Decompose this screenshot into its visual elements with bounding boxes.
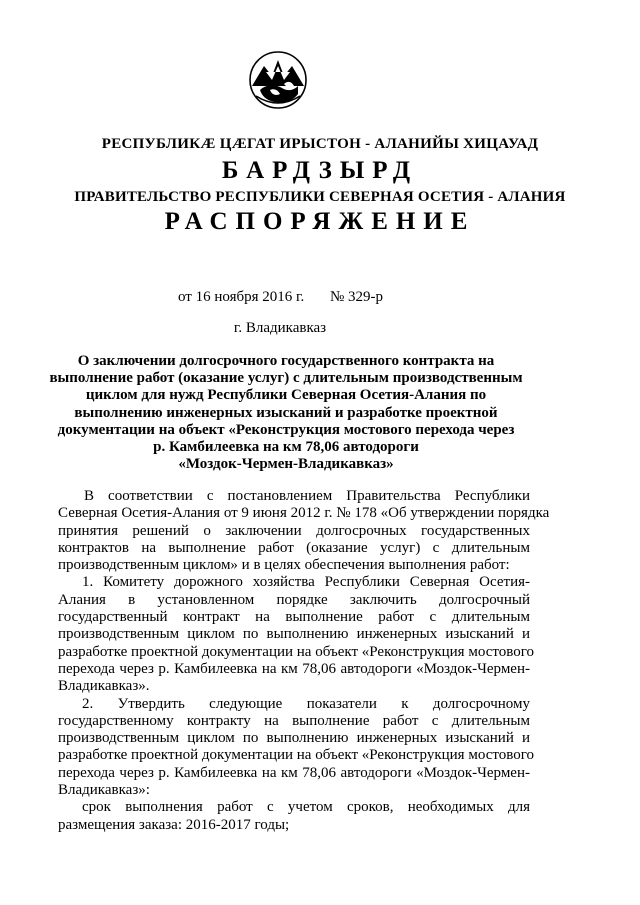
title-line: О заключении долгосрочного государственного контракта на (77, 353, 495, 369)
document-number: № 329-р (330, 289, 384, 305)
body-line: Алания в установленном порядке заключить долгосрочный (58, 591, 530, 608)
body-line: производственным циклом по выполнению инженерных изысканий и (58, 626, 530, 643)
title-line: циклом для нужд Республики Северная Осетия-Алания по (85, 387, 487, 404)
document-date: от 16 ноября 2016 г. (178, 289, 305, 305)
header-line-russian: ПРАВИТЕЛЬСТВО РЕСПУБЛИКИ СЕВЕРНАЯ ОСЕТИЯ - АЛАНИЯ (74, 189, 566, 205)
title-line: документации на объект «Реконструкция мостового перехода через (57, 421, 515, 438)
paragraph-item-1 (58, 574, 534, 695)
body-line: перехода через р. Камбилеевка на км 78,06 автодороги «Моздок-Чермен- (58, 764, 530, 781)
header-line-ossetian: РЕСПУБЛИКÆ ЦÆГАТ ИРЫСТОН - АЛАНИЙЫ ХИЦАУАД (101, 136, 539, 152)
body-line: принятия решений о заключении долгосрочных государственных (58, 522, 530, 539)
paragraph-preamble (58, 488, 550, 574)
document-city: г. Владикавказ (233, 320, 327, 336)
header-title-ossetian: БАРДЗЫРД (221, 157, 419, 184)
title-line: р. Камбилеевка на км 78,06 автодороги (153, 439, 419, 456)
document-body (58, 488, 550, 834)
document-title (36, 353, 536, 473)
body-line: перехода через р. Камбилеевка на км 78,06 автодороги «Моздок-Чермен- (58, 660, 530, 677)
body-line: Владикавказ». (58, 678, 150, 695)
title-line: выполнение работ (оказание услуг) с длительным производственным (49, 370, 523, 387)
title-line: «Моздок-Чермен-Владикавказ» (178, 456, 394, 473)
body-line: срок выполнения работ с учетом сроков, необходимых для (82, 799, 530, 816)
body-line: производственным циклом» и в целях обеспечения выполнения работ: (58, 557, 510, 574)
header-title-russian: РАСПОРЯЖЕНИЕ (164, 208, 476, 235)
body-line: государственный контракт на выполнение работ с длительным (58, 609, 530, 626)
coat-of-arms-emblem (248, 50, 308, 110)
paragraph-item-2 (58, 695, 534, 800)
body-line: 2. Утвердить следующие показатели к долгосрочному (82, 695, 530, 712)
body-line: разработке проектной документации на объект «Реконструкция мостового (58, 643, 534, 660)
body-line: 1. Комитету дорожного хозяйства Республики Северная Осетия- (82, 574, 530, 591)
body-line: размещения заказа: 2016-2017 годы; (58, 816, 290, 833)
body-line: контрактов на выполнение работ (оказание услуг) с длительным (58, 539, 530, 556)
body-line: разработке проектной документации на объект «Реконструкция мостового (58, 747, 534, 764)
body-line: Северная Осетия-Алания от 9 июня 2012 г. № 178 «Об утверждении порядка (58, 505, 550, 522)
body-line: Владикавказ»: (58, 782, 150, 799)
paragraph-term (58, 799, 530, 834)
document-dateline (178, 289, 383, 306)
body-line: производственным циклом по выполнению инженерных изысканий и (58, 730, 530, 747)
body-line: В соответствии с постановлением Правительства Республики (84, 488, 530, 504)
title-line: выполнению инженерных изысканий и разработке проектной (74, 404, 498, 421)
body-line: государственному контракту на выполнение работ с длительным (58, 712, 530, 729)
